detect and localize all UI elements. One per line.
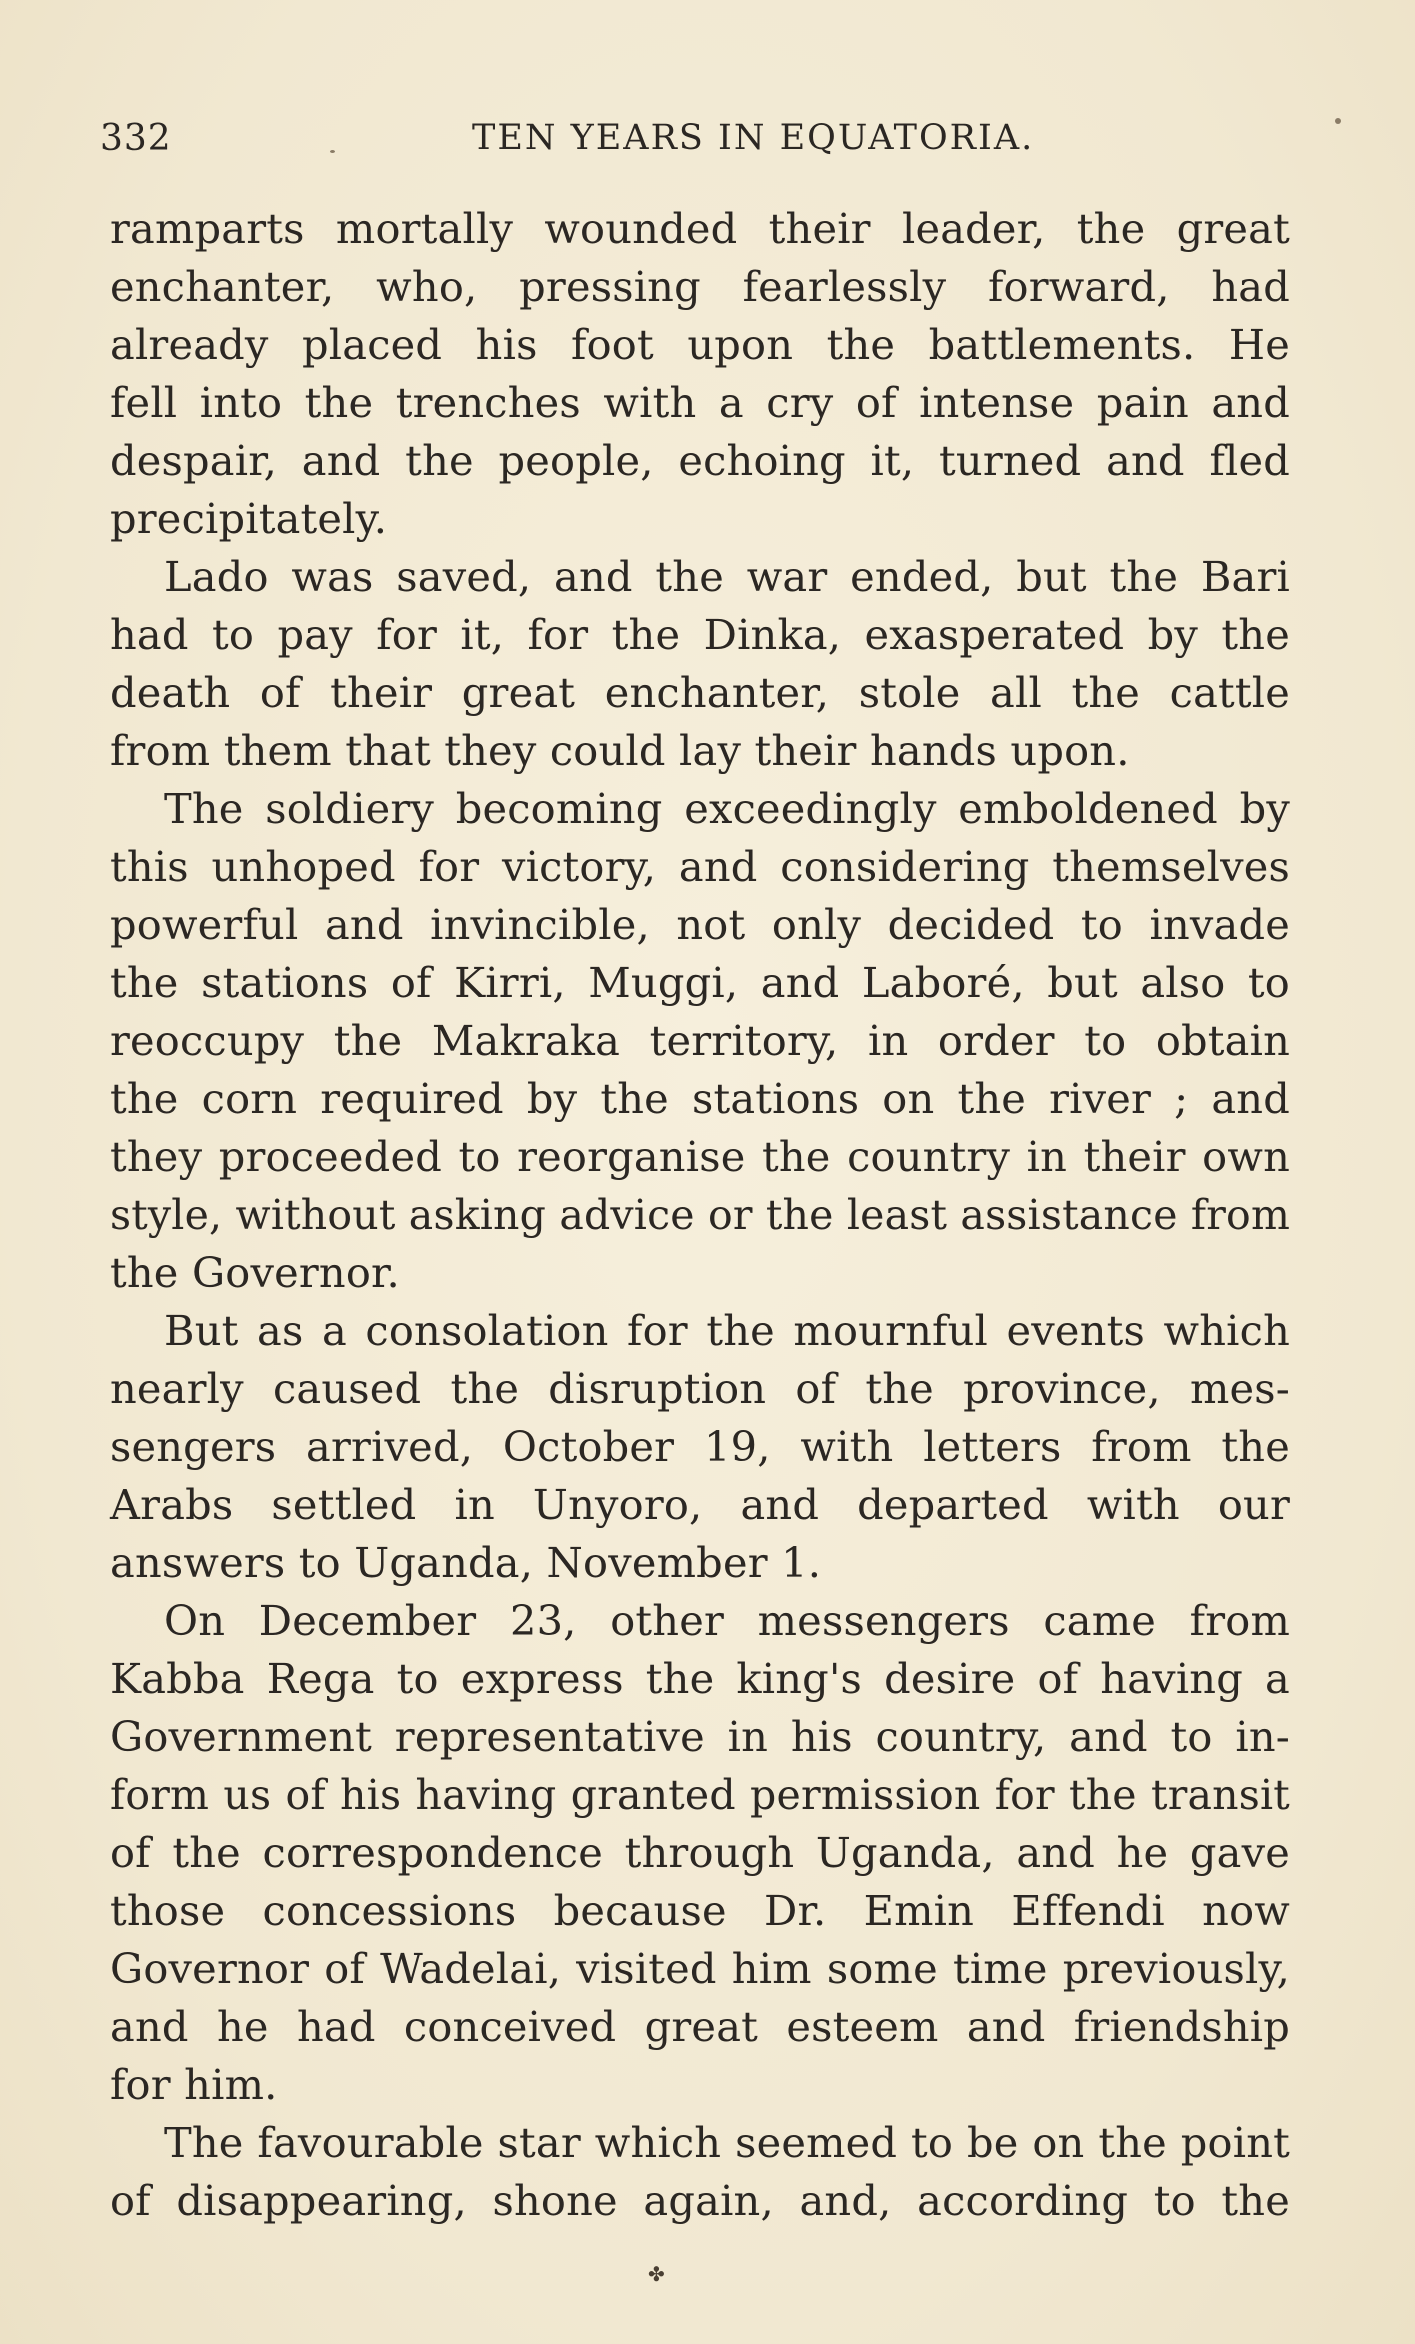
paragraph-start-line: But as a consolation for the mournful events which — [164, 1306, 1290, 1355]
text-line: form us of his having granted permission for the transit — [110, 1771, 1290, 1819]
header-speck-left — [330, 150, 335, 153]
text-line: death of their great enchanter, stole all the cattle — [110, 668, 1290, 717]
text-line: had to pay for it, for the Dinka, exasperated by the — [110, 610, 1290, 659]
text-line: those concessions because Dr. Emin Effendi now — [110, 1886, 1290, 1935]
text-line: Kabba Rega to express the king's desire of having a — [110, 1654, 1290, 1703]
text-line: style, without asking advice or the least assistance from — [110, 1191, 1291, 1239]
text-line: answers to Uganda, November 1. — [110, 1538, 822, 1587]
text-line: the corn required by the stations on the river ; and — [110, 1074, 1290, 1123]
text-line: the Governor. — [110, 1248, 400, 1297]
text-line: precipitately. — [110, 494, 388, 543]
text-line: from them that they could lay their hands upon. — [110, 726, 1130, 775]
text-line: and he had conceived great esteem and friendship — [110, 2002, 1290, 2051]
page-number: 332 — [100, 118, 172, 159]
text-line: ramparts mortally wounded their leader, the great — [110, 204, 1290, 253]
body-text — [110, 200, 1290, 2230]
text-line: of disappearing, shone again, and, according to the — [110, 2176, 1290, 2225]
text-line: nearly caused the disruption of the province, mes- — [110, 1364, 1290, 1413]
text-line: they proceeded to reorganise the country in their own — [110, 1132, 1290, 1181]
text-line: the stations of Kirri, Muggi, and Laboré, but also to — [110, 958, 1290, 1007]
text-line: for him. — [110, 2060, 278, 2109]
footer-ornament-icon: ✤ — [648, 2262, 665, 2286]
running-header — [100, 112, 1300, 172]
text-line: already placed his foot upon the battlements. He — [110, 320, 1290, 369]
text-line: Government representative in his country, and to in- — [110, 1712, 1290, 1761]
text-line: sengers arrived, October 19, with letters from the — [110, 1422, 1290, 1471]
paragraph-start-line: On December 23, other messengers came from — [164, 1596, 1290, 1645]
paragraph-start-line: The favourable star which seemed to be on the point — [164, 2118, 1290, 2167]
paragraph-start-line: The soldiery becoming exceedingly emboldened by — [164, 784, 1290, 833]
text-line: enchanter, who, pressing fearlessly forward, had — [110, 262, 1290, 311]
text-line: Arabs settled in Unyoro, and departed with our — [110, 1480, 1290, 1529]
running-title: TEN YEARS IN EQUATORIA. — [472, 118, 1035, 158]
text-line: of the correspondence through Uganda, and he gave — [110, 1828, 1290, 1877]
header-speck-right — [1335, 118, 1341, 124]
text-line: Governor of Wadelai, visited him some time previously, — [110, 1944, 1290, 1993]
paragraph-start-line: Lado was saved, and the war ended, but the Bari — [164, 552, 1290, 601]
text-line: this unhoped for victory, and considering themselves — [110, 842, 1290, 891]
text-line: fell into the trenches with a cry of intense pain and — [110, 378, 1290, 427]
text-line: reoccupy the Makraka territory, in order to obtain — [110, 1016, 1290, 1065]
text-line: powerful and invincible, not only decided to invade — [110, 900, 1290, 949]
text-line: despair, and the people, echoing it, turned and fled — [110, 436, 1290, 485]
